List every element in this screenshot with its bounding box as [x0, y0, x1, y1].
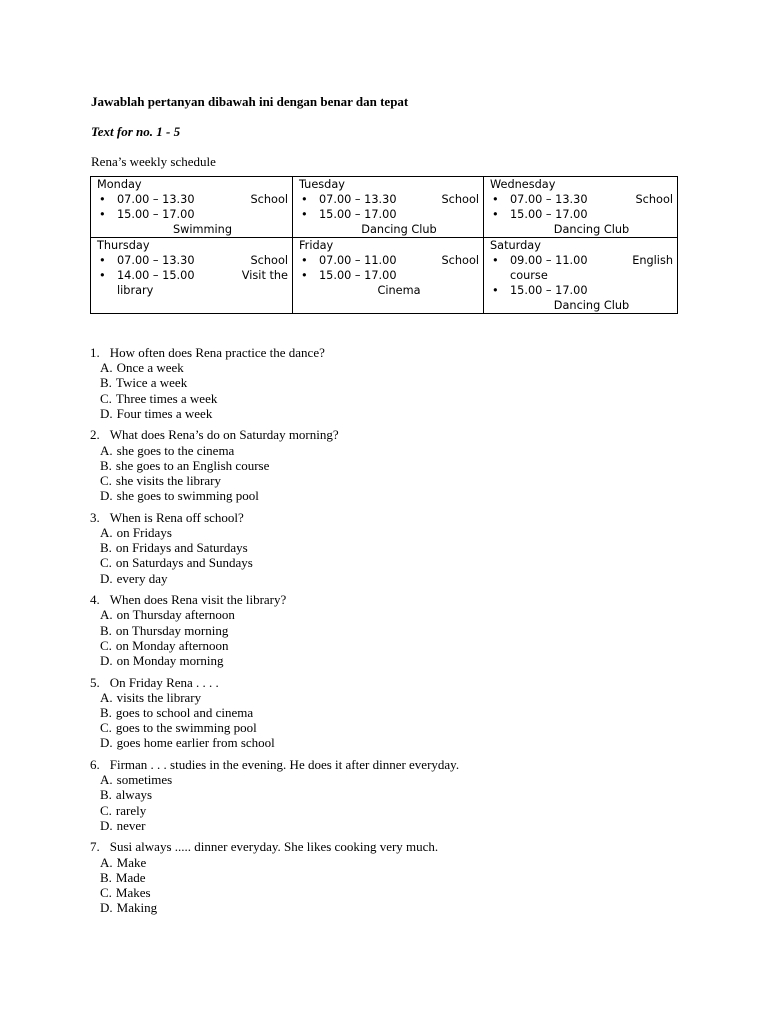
option-letter: A. [100, 442, 113, 458]
question-1 [90, 345, 730, 421]
day-label: Friday [299, 239, 334, 252]
schedule-title: Rena’s weekly schedule [91, 154, 216, 169]
answer-option[interactable] [90, 803, 730, 818]
schedule-item [490, 253, 673, 283]
option-text: on Thursday morning [115, 622, 229, 638]
activity: School [441, 193, 479, 206]
option-letter: D. [100, 570, 113, 586]
option-text: on Fridays [116, 525, 172, 541]
answer-option[interactable] [90, 525, 730, 540]
answer-option[interactable] [90, 690, 730, 705]
activity: School [250, 193, 288, 206]
activity: Cinema [377, 284, 421, 297]
question-text [90, 345, 730, 360]
option-letter: B. [100, 457, 112, 473]
question-7 [90, 839, 730, 915]
bullet-icon: • [301, 208, 308, 221]
time-range: 07.00 – 11.00 [319, 254, 397, 267]
weekly-schedule-table [90, 176, 678, 314]
answer-option[interactable] [90, 735, 730, 750]
question-text [90, 592, 730, 607]
question-4 [90, 592, 730, 668]
bullet-icon: • [492, 208, 499, 221]
option-text: on Monday morning [116, 653, 224, 669]
question-text [90, 427, 730, 442]
answer-option[interactable] [90, 571, 730, 586]
instruction-heading: Jawablah pertanyan dibawah ini dengan benar dan tepat [91, 94, 409, 109]
option-text: always [115, 787, 153, 803]
option-letter: C. [100, 473, 112, 489]
time-range: 07.00 – 13.30 [117, 254, 195, 267]
bullet-icon: • [99, 193, 106, 206]
answer-option[interactable] [90, 885, 730, 900]
schedule-item [299, 192, 479, 207]
question-number: 6. [90, 757, 100, 773]
answer-option[interactable] [90, 391, 730, 406]
option-letter: C. [100, 885, 112, 901]
option-letter: A. [100, 360, 113, 376]
option-text: Making [116, 900, 158, 916]
answer-option[interactable] [90, 607, 730, 622]
option-text: sometimes [116, 772, 173, 788]
option-text: on Saturdays and Sundays [115, 555, 253, 571]
option-letter: A. [100, 854, 113, 870]
activity: English [632, 254, 673, 267]
option-letter: B. [100, 787, 112, 803]
time-range: 07.00 – 13.30 [117, 193, 195, 206]
option-text: never [116, 817, 146, 833]
option-letter: C. [100, 637, 112, 653]
schedule-cell-monday [91, 177, 293, 238]
question-number: 1. [90, 345, 100, 360]
time-range: 07.00 – 13.30 [510, 193, 588, 206]
question-prompt: Firman . . . studies in the evening. He does it after dinner everyday. [109, 757, 460, 773]
bullet-icon: • [492, 193, 499, 206]
time-range: 14.00 – 15.00 [117, 269, 195, 282]
activity-continued: library [117, 284, 154, 297]
answer-option[interactable] [90, 705, 730, 720]
option-letter: B. [100, 375, 112, 391]
option-text: she visits the library [115, 473, 221, 489]
schedule-cell-wednesday [484, 177, 678, 238]
option-letter: B. [100, 869, 112, 885]
answer-option[interactable] [90, 458, 730, 473]
question-3 [90, 510, 730, 586]
option-letter: C. [100, 555, 112, 571]
option-text: Make [116, 854, 147, 870]
schedule-cell-tuesday [293, 177, 484, 238]
answer-option[interactable] [90, 488, 730, 503]
bullet-icon: • [492, 284, 499, 297]
time-range: 15.00 – 17.00 [319, 269, 397, 282]
activity: Dancing Club [361, 223, 437, 236]
activity: School [635, 193, 673, 206]
answer-option[interactable] [90, 787, 730, 802]
option-letter: D. [100, 488, 113, 504]
schedule-item [97, 253, 288, 268]
question-number: 5. [90, 674, 100, 690]
time-range: 09.00 – 11.00 [510, 254, 588, 267]
question-number: 3. [90, 509, 100, 525]
schedule-item [97, 192, 288, 207]
question-number: 4. [90, 592, 100, 608]
answer-option[interactable] [90, 406, 730, 421]
day-label: Saturday [490, 239, 541, 252]
bullet-icon: • [99, 208, 106, 221]
option-text: on Thursday afternoon [116, 607, 235, 623]
option-text: goes home earlier from school [116, 735, 275, 751]
option-letter: D. [100, 900, 113, 916]
option-text: every day [116, 570, 168, 586]
schedule-cell-saturday [484, 238, 678, 314]
question-list [90, 345, 730, 922]
question-number: 7. [90, 839, 100, 855]
answer-option[interactable] [90, 720, 730, 735]
answer-option[interactable] [90, 818, 730, 833]
bullet-icon: • [492, 254, 499, 267]
activity: Dancing Club [553, 223, 630, 236]
option-letter: A. [100, 607, 113, 623]
option-text: goes to school and cinema [115, 705, 254, 721]
question-prompt: When does Rena visit the library? [109, 592, 287, 608]
time-range: 15.00 – 17.00 [319, 208, 397, 221]
option-text: Made [115, 869, 146, 885]
schedule-item [299, 253, 479, 268]
day-label: Wednesday [490, 178, 556, 191]
question-6 [90, 757, 730, 833]
option-text: she goes to the cinema [116, 442, 235, 458]
bullet-icon: • [301, 269, 308, 282]
option-text: visits the library [116, 689, 202, 705]
bullet-icon: • [99, 269, 106, 282]
question-2 [90, 427, 730, 503]
bullet-icon: • [99, 254, 106, 267]
question-prompt: When is Rena off school? [109, 509, 244, 525]
answer-option[interactable] [90, 473, 730, 488]
activity: Visit the [241, 269, 288, 282]
time-range: 15.00 – 17.00 [510, 208, 588, 221]
answer-option[interactable] [90, 900, 730, 915]
option-text: rarely [115, 802, 147, 818]
question-text [90, 675, 730, 690]
question-number: 2. [90, 427, 100, 443]
option-text: she goes to swimming pool [116, 488, 259, 504]
question-prompt: Susi always ..... dinner everyday. She likes cooking very much. [109, 839, 439, 855]
answer-option[interactable] [90, 772, 730, 787]
option-letter: D. [100, 735, 113, 751]
time-range: 15.00 – 17.00 [117, 208, 195, 221]
activity: School [250, 254, 288, 267]
schedule-item [490, 207, 673, 237]
question-text [90, 839, 730, 854]
answer-option[interactable] [90, 855, 730, 870]
activity: School [441, 254, 479, 267]
question-5 [90, 675, 730, 751]
answer-option[interactable] [90, 375, 730, 390]
option-text: Three times a week [115, 390, 218, 406]
day-label: Monday [97, 178, 142, 191]
option-letter: D. [100, 405, 113, 421]
day-label: Tuesday [299, 178, 345, 191]
question-prompt: On Friday Rena . . . . [109, 674, 219, 690]
answer-option[interactable] [90, 443, 730, 458]
option-letter: B. [100, 540, 112, 556]
text-for-label: Text for no. 1 - 5 [91, 124, 181, 139]
option-text: on Fridays and Saturdays [115, 540, 248, 556]
question-text [90, 510, 730, 525]
answer-option[interactable] [90, 360, 730, 375]
schedule-item [299, 268, 479, 298]
option-letter: B. [100, 705, 112, 721]
option-text: Twice a week [115, 375, 188, 391]
schedule-item [490, 192, 673, 207]
schedule-item [490, 283, 673, 313]
option-text: on Monday afternoon [115, 637, 229, 653]
question-prompt: What does Rena’s do on Saturday morning? [109, 427, 339, 443]
option-letter: C. [100, 720, 112, 736]
answer-option[interactable] [90, 555, 730, 570]
option-letter: C. [100, 390, 112, 406]
schedule-item [97, 207, 288, 237]
option-letter: B. [100, 622, 112, 638]
answer-option[interactable] [90, 653, 730, 668]
schedule-cell-thursday [91, 238, 293, 314]
question-prompt: How often does Rena practice the dance? [109, 345, 325, 360]
question-text [90, 757, 730, 772]
answer-option[interactable] [90, 623, 730, 638]
activity: Dancing Club [553, 299, 630, 312]
option-text: Four times a week [116, 405, 213, 421]
day-label: Thursday [97, 239, 150, 252]
schedule-cell-friday [293, 238, 484, 314]
activity: Swimming [172, 223, 233, 236]
time-range: 15.00 – 17.00 [510, 284, 588, 297]
option-text: goes to the swimming pool [115, 720, 257, 736]
activity-continued: course [510, 269, 548, 282]
option-text: she goes to an English course [115, 457, 270, 473]
bullet-icon: • [301, 193, 308, 206]
option-letter: A. [100, 772, 113, 788]
option-letter: D. [100, 653, 113, 669]
option-text: Makes [115, 885, 151, 901]
option-letter: C. [100, 802, 112, 818]
time-range: 07.00 – 13.30 [319, 193, 397, 206]
answer-option[interactable] [90, 540, 730, 555]
schedule-item [97, 268, 288, 298]
option-letter: D. [100, 817, 113, 833]
answer-option[interactable] [90, 870, 730, 885]
option-text: Once a week [116, 360, 184, 376]
bullet-icon: • [301, 254, 308, 267]
answer-option[interactable] [90, 638, 730, 653]
option-letter: A. [100, 689, 113, 705]
option-letter: A. [100, 525, 113, 541]
schedule-item [299, 207, 479, 237]
